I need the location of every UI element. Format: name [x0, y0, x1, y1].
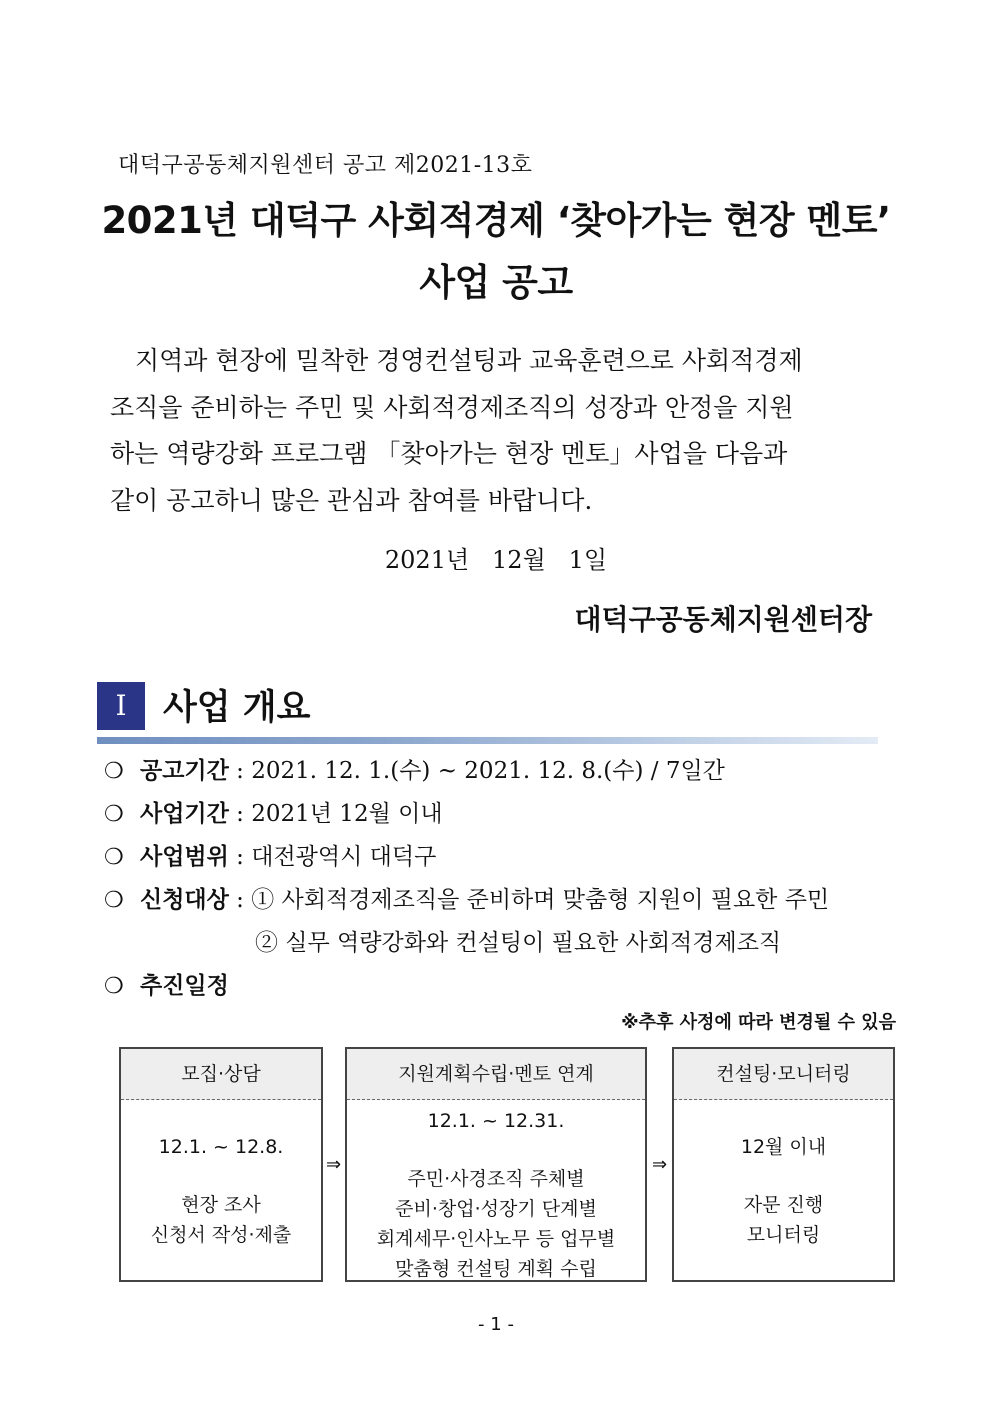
- schedule-box-consulting: [672, 1047, 895, 1282]
- schedule-note: ※추후 사정에 따라 변경될 수 있음: [621, 1012, 896, 1033]
- schedule-box-title: 컨설팅·모니터링: [674, 1049, 893, 1100]
- section-title: 사업 개요: [163, 688, 311, 728]
- info-item-schedule: [104, 967, 229, 1000]
- item-key: 공고기간: [140, 757, 229, 784]
- schedule-line: 주민·사경조직 주체별: [407, 1168, 585, 1190]
- schedule-line: 12월 이내: [740, 1136, 827, 1158]
- schedule-box-title: 지원계획수립·멘토 연계: [347, 1049, 645, 1100]
- arrow-right-icon: ⇒: [652, 1154, 668, 1175]
- intro-line: 조직을 준비하는 주민 및 사회적경제조직의 성장과 안정을 지원: [110, 392, 794, 422]
- schedule-line: 신청서 작성·제출: [150, 1224, 292, 1246]
- schedule-line: 회계세무·인사노무 등 업무별: [376, 1228, 616, 1250]
- circle-bullet-icon: ❍: [104, 759, 124, 784]
- info-item-scope: [104, 838, 436, 871]
- item-value: ① 사회적경제조직을 준비하며 맞춤형 지원이 필요한 주민: [251, 887, 830, 913]
- item-separator: :: [228, 844, 252, 870]
- circle-bullet-icon: ❍: [104, 974, 124, 999]
- item-value: ② 실무 역량강화와 컨설팅이 필요한 사회적경제조직: [255, 930, 782, 956]
- schedule-line: 준비·창업·성장기 단계별: [395, 1198, 597, 1220]
- item-value: 2021년 12월 이내: [251, 801, 443, 827]
- schedule-line: 12.1. ~ 12.8.: [158, 1136, 284, 1158]
- schedule-line: 자문 진행: [743, 1194, 824, 1216]
- section-number-badge: Ⅰ: [97, 682, 145, 730]
- section-divider: [97, 737, 878, 744]
- item-value: 2021. 12. 1.(수) ~ 2021. 12. 8.(수) / 7일간: [251, 758, 725, 784]
- item-separator: :: [228, 801, 252, 827]
- issuer-name: 대덕구공동체지원센터장: [574, 603, 872, 636]
- circle-bullet-icon: ❍: [104, 802, 124, 827]
- arrow-right-icon: ⇒: [326, 1154, 342, 1175]
- info-item-target-2: [255, 924, 781, 957]
- schedule-line: 12.1. ~ 12.31.: [427, 1110, 565, 1132]
- circle-bullet-icon: ❍: [104, 845, 124, 870]
- notice-number: 대덕구공동체지원센터 공고 제2021-13호: [118, 153, 533, 178]
- schedule-line: 맞춤형 컨설팅 계획 수립: [395, 1258, 597, 1280]
- item-value: 대전광역시 대덕구: [251, 844, 437, 870]
- intro-paragraph: [110, 338, 880, 524]
- info-item-target: [104, 881, 829, 914]
- item-separator: :: [228, 887, 252, 913]
- info-item-period: [104, 752, 725, 785]
- schedule-line: 현장 조사: [181, 1194, 261, 1216]
- schedule-box-planning: [345, 1047, 647, 1282]
- info-item-business-period: [104, 795, 443, 828]
- document-title-line2: 사업 공고: [419, 261, 573, 304]
- item-key: 사업기간: [140, 800, 229, 827]
- document-title-line1: 2021년 대덕구 사회적경제 ‘찾아가는 현장 멘토’: [101, 199, 891, 242]
- item-key: 사업범위: [140, 843, 229, 870]
- intro-line: 지역과 현장에 밀착한 경영컨설팅과 교육훈련으로 사회적경제: [135, 346, 803, 375]
- schedule-box-title: 모집·상담: [121, 1049, 321, 1100]
- intro-line: 같이 공고하니 많은 관심과 참여를 바랍니다.: [110, 485, 593, 515]
- item-separator: :: [228, 758, 252, 784]
- page-number: - 1 -: [478, 1314, 514, 1335]
- intro-line: 하는 역량강화 프로그램 「찾아가는 현장 멘토」사업을 다음과: [110, 439, 788, 468]
- schedule-line: 모니터링: [746, 1224, 821, 1246]
- item-key: 추진일정: [140, 972, 229, 999]
- item-key: 신청대상: [140, 886, 229, 913]
- circle-bullet-icon: ❍: [104, 888, 124, 913]
- schedule-box-recruitment: [119, 1047, 323, 1282]
- announcement-date: 2021년 12월 1일: [384, 546, 608, 574]
